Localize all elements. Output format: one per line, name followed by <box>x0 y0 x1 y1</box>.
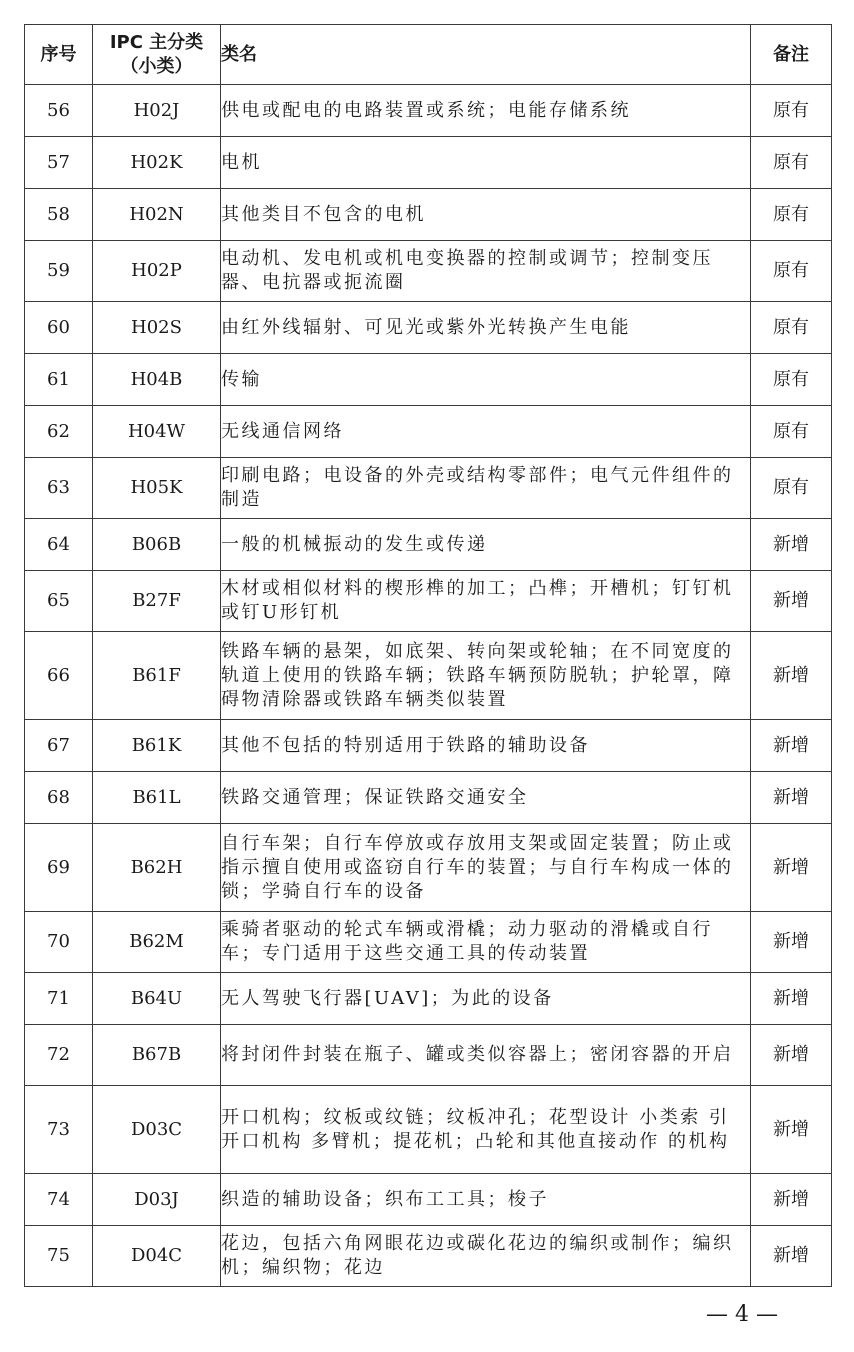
ipc-classification-table <box>24 24 832 1287</box>
cell-name: 将封闭件封装在瓶子、罐或类似容器上；密闭容器的开启 <box>221 1025 751 1086</box>
cell-ipc: B64U <box>93 973 221 1025</box>
cell-name: 开口机构；纹板或纹链；纹板冲孔；花型设计 小类索 引 开口机构 多臂机；提花机；凸轮和其他直接动作 的机构 <box>221 1086 751 1174</box>
cell-remark: 原有 <box>751 458 832 519</box>
cell-ipc: B61F <box>93 632 221 720</box>
cell-name: 无人驾驶飞行器[UAV]；为此的设备 <box>221 973 751 1025</box>
table-header-row <box>25 25 832 85</box>
cell-seq: 65 <box>25 571 93 632</box>
cell-seq: 64 <box>25 519 93 571</box>
cell-name: 一般的机械振动的发生或传递 <box>221 519 751 571</box>
table-row <box>25 1025 832 1086</box>
cell-remark: 新增 <box>751 571 832 632</box>
cell-seq: 57 <box>25 137 93 189</box>
table-row <box>25 458 832 519</box>
cell-ipc: D04C <box>93 1226 221 1287</box>
cell-ipc: H05K <box>93 458 221 519</box>
cell-name: 木材或相似材料的楔形榫的加工；凸榫；开槽机；钉钉机或钉U形钉机 <box>221 571 751 632</box>
cell-seq: 67 <box>25 720 93 772</box>
cell-name: 织造的辅助设备；织布工工具；梭子 <box>221 1174 751 1226</box>
table-row <box>25 302 832 354</box>
cell-remark: 新增 <box>751 912 832 973</box>
cell-remark: 原有 <box>751 302 832 354</box>
table-row <box>25 824 832 912</box>
table-row <box>25 973 832 1025</box>
table-row <box>25 189 832 241</box>
header-seq: 序号 <box>25 25 93 85</box>
cell-name: 印刷电路；电设备的外壳或结构零部件；电气元件组件的制造 <box>221 458 751 519</box>
cell-remark: 新增 <box>751 1086 832 1174</box>
cell-ipc: H02P <box>93 241 221 302</box>
table-row <box>25 632 832 720</box>
cell-name: 其他类目不包含的电机 <box>221 189 751 241</box>
cell-remark: 新增 <box>751 632 832 720</box>
cell-ipc: B61L <box>93 772 221 824</box>
cell-name: 铁路交通管理；保证铁路交通安全 <box>221 772 751 824</box>
cell-name: 铁路车辆的悬架，如底架、转向架或轮轴；在不同宽度的轨道上使用的铁路车辆；铁路车辆预防脱轨；护轮罩，障碍物清除器或铁路车辆类似装置 <box>221 632 751 720</box>
table-row <box>25 406 832 458</box>
cell-name: 无线通信网络 <box>221 406 751 458</box>
cell-ipc: H02K <box>93 137 221 189</box>
cell-remark: 新增 <box>751 519 832 571</box>
cell-ipc: B67B <box>93 1025 221 1086</box>
page-number: — 4 — <box>706 1302 778 1327</box>
cell-remark: 新增 <box>751 772 832 824</box>
cell-name: 其他不包括的特别适用于铁路的辅助设备 <box>221 720 751 772</box>
cell-seq: 66 <box>25 632 93 720</box>
cell-seq: 75 <box>25 1226 93 1287</box>
cell-name: 供电或配电的电路装置或系统；电能存储系统 <box>221 85 751 137</box>
cell-remark: 新增 <box>751 973 832 1025</box>
cell-name: 自行车架；自行车停放或存放用支架或固定装置；防止或指示擅自使用或盗窃自行车的装置；与自行车构成一体的锁；学骑自行车的设备 <box>221 824 751 912</box>
cell-seq: 69 <box>25 824 93 912</box>
table-row <box>25 1226 832 1287</box>
cell-seq: 73 <box>25 1086 93 1174</box>
header-name: 类名 <box>221 25 751 85</box>
cell-ipc: H02N <box>93 189 221 241</box>
cell-ipc: B62H <box>93 824 221 912</box>
cell-remark: 新增 <box>751 824 832 912</box>
cell-ipc: H02J <box>93 85 221 137</box>
cell-seq: 70 <box>25 912 93 973</box>
cell-remark: 原有 <box>751 354 832 406</box>
cell-remark: 原有 <box>751 189 832 241</box>
cell-seq: 59 <box>25 241 93 302</box>
table-row <box>25 912 832 973</box>
header-ipc <box>93 25 221 85</box>
cell-ipc: B06B <box>93 519 221 571</box>
table-row <box>25 241 832 302</box>
cell-ipc: H04W <box>93 406 221 458</box>
cell-ipc: B62M <box>93 912 221 973</box>
cell-remark: 原有 <box>751 137 832 189</box>
table-row <box>25 137 832 189</box>
cell-ipc: D03J <box>93 1174 221 1226</box>
header-ipc-line2: （小类） <box>120 55 193 77</box>
cell-ipc: H04B <box>93 354 221 406</box>
cell-name: 电动机、发电机或机电变换器的控制或调节；控制变压器、电抗器或扼流圈 <box>221 241 751 302</box>
cell-ipc: B27F <box>93 571 221 632</box>
table-row <box>25 571 832 632</box>
cell-name: 花边，包括六角网眼花边或碳化花边的编织或制作；编织机；编织物；花边 <box>221 1226 751 1287</box>
table-row <box>25 354 832 406</box>
header-remark: 备注 <box>751 25 832 85</box>
cell-seq: 72 <box>25 1025 93 1086</box>
cell-remark: 原有 <box>751 406 832 458</box>
cell-seq: 58 <box>25 189 93 241</box>
cell-seq: 68 <box>25 772 93 824</box>
cell-seq: 56 <box>25 85 93 137</box>
table-row <box>25 1086 832 1174</box>
cell-seq: 62 <box>25 406 93 458</box>
cell-ipc: B61K <box>93 720 221 772</box>
cell-ipc: D03C <box>93 1086 221 1174</box>
cell-name: 由红外线辐射、可见光或紫外光转换产生电能 <box>221 302 751 354</box>
cell-name: 电机 <box>221 137 751 189</box>
cell-ipc: H02S <box>93 302 221 354</box>
cell-seq: 74 <box>25 1174 93 1226</box>
table-row <box>25 720 832 772</box>
table-row <box>25 519 832 571</box>
cell-remark: 原有 <box>751 241 832 302</box>
cell-name: 乘骑者驱动的轮式车辆或滑橇；动力驱动的滑橇或自行车；专门适用于这些交通工具的传动装置 <box>221 912 751 973</box>
cell-remark: 原有 <box>751 85 832 137</box>
cell-remark: 新增 <box>751 1025 832 1086</box>
cell-remark: 新增 <box>751 720 832 772</box>
cell-seq: 71 <box>25 973 93 1025</box>
header-ipc-line1: IPC 主分类 <box>109 31 204 53</box>
cell-remark: 新增 <box>751 1226 832 1287</box>
table-row <box>25 1174 832 1226</box>
cell-remark: 新增 <box>751 1174 832 1226</box>
table-row <box>25 772 832 824</box>
cell-seq: 63 <box>25 458 93 519</box>
cell-name: 传输 <box>221 354 751 406</box>
table-row <box>25 85 832 137</box>
cell-seq: 61 <box>25 354 93 406</box>
cell-seq: 60 <box>25 302 93 354</box>
